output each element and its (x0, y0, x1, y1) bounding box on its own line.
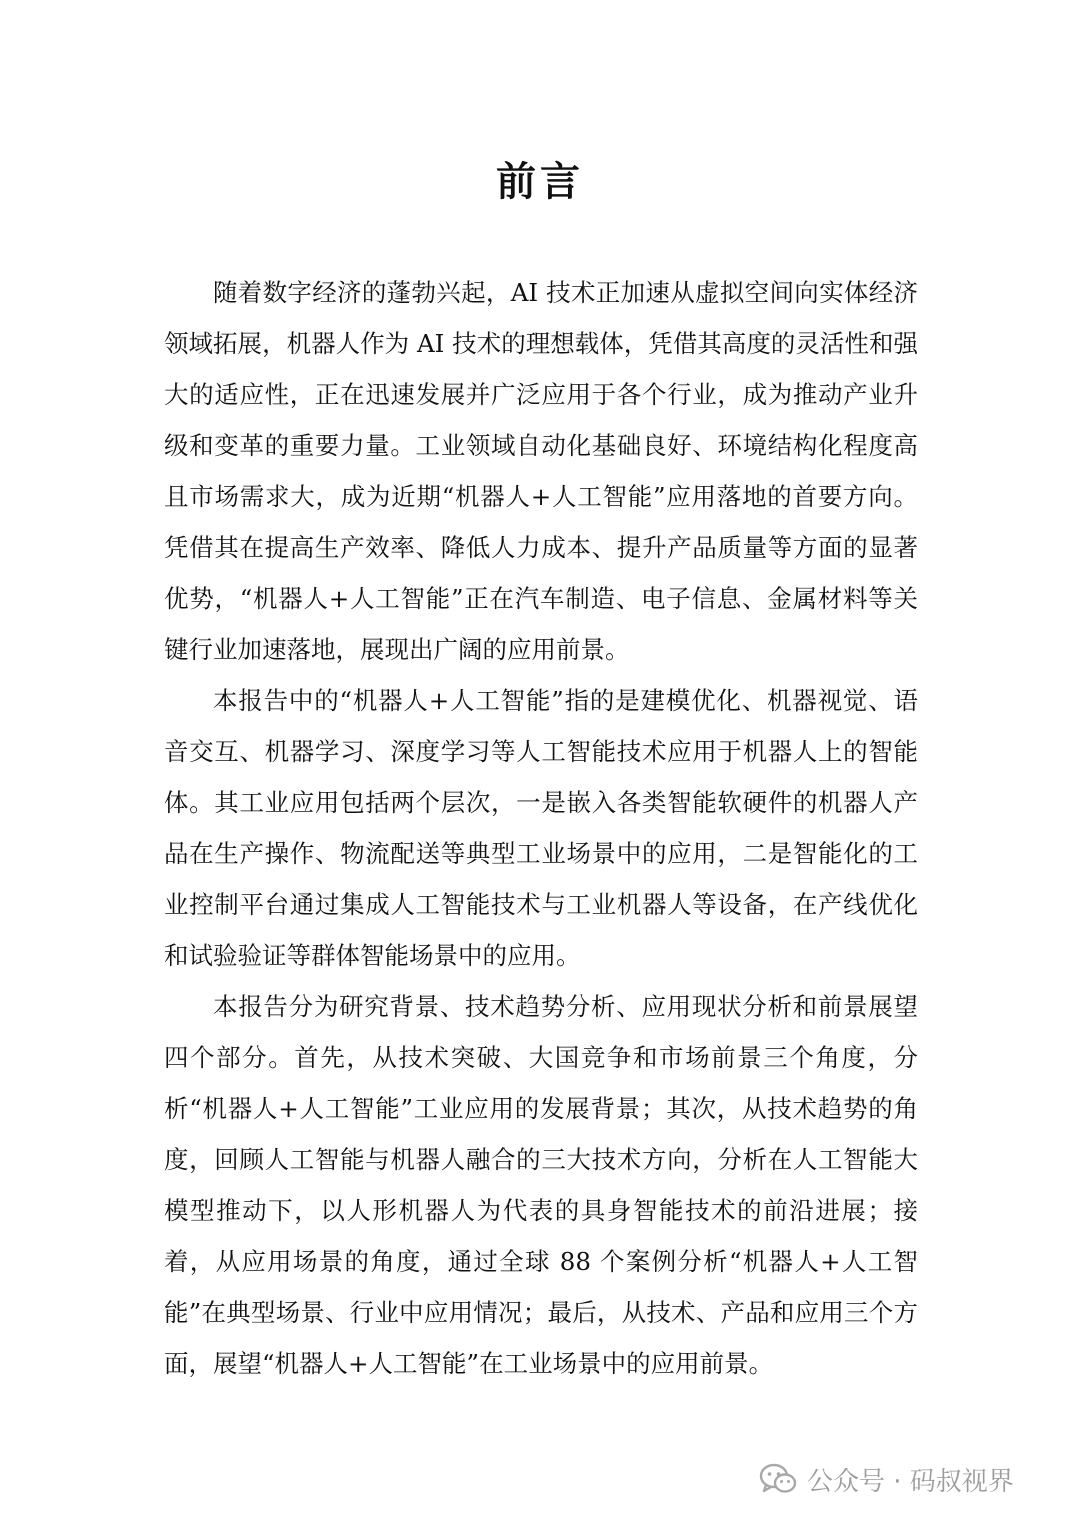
watermark (759, 1455, 1014, 1503)
body-text (164, 267, 918, 1389)
paragraph-structure: 本报告分为研究背景、技术趋势分析、应用现状分析和前景展望四个部分。首先，从技术突破、大国竞争和市场前景三个角度，分析“机器人+人工智能”工业应用的发展背景；其次，从技术趋势的角度，回顾人工智能与机器人融合的三大技术方向，分析在人工智能大模型推动下，以人形机器人为代表的具身智能技术的前沿进展；接着，从应用场景的角度，通过全球 88 个案例分析“机器人+人工智能”在典型场景、行业中应用情况；最后，从技术、产品和应用三个方面，展望“机器人+人工智能”在工业场景中的应用前景。 (164, 992, 918, 1378)
paragraph-definition: 本报告中的“机器人+人工智能”指的是建模优化、机器视觉、语音交互、机器学习、深度学习等人工智能技术应用于机器人上的智能体。其工业应用包括两个层次，一是嵌入各类智能软硬件的机器人产品在生产操作、物流配送等典型工业场景中的应用，二是智能化的工业控制平台通过集成人工智能技术与工业机器人等设备，在产线优化和试验验证等群体智能场景中的应用。 (164, 686, 918, 970)
page-title: 前言 (496, 158, 584, 205)
watermark-text: 公众号 · 码叔视界 (807, 1466, 1014, 1497)
paragraph-intro: 随着数字经济的蓬勃兴起，AI 技术正加速从虚拟空间向实体经济领域拓展，机器人作为 AI 技术的理想载体，凭借其高度的灵活性和强大的适应性，正在迅速发展并广泛应用于各个行业，成为推动产业升级和变革的重要力量。工业领域自动化基础良好、环境结构化程度高且市场需求大，成为近期“机器人+人工智能”应用落地的首要方向。凭借其在提高生产效率、降低人力成本、提升产品质量等方面的显著优势，“机器人+人工智能”正在汽车制造、电子信息、金属材料等关键行业加速落地，展现出广阔的应用前景。 (164, 278, 918, 664)
wechat-icon (759, 1462, 797, 1496)
